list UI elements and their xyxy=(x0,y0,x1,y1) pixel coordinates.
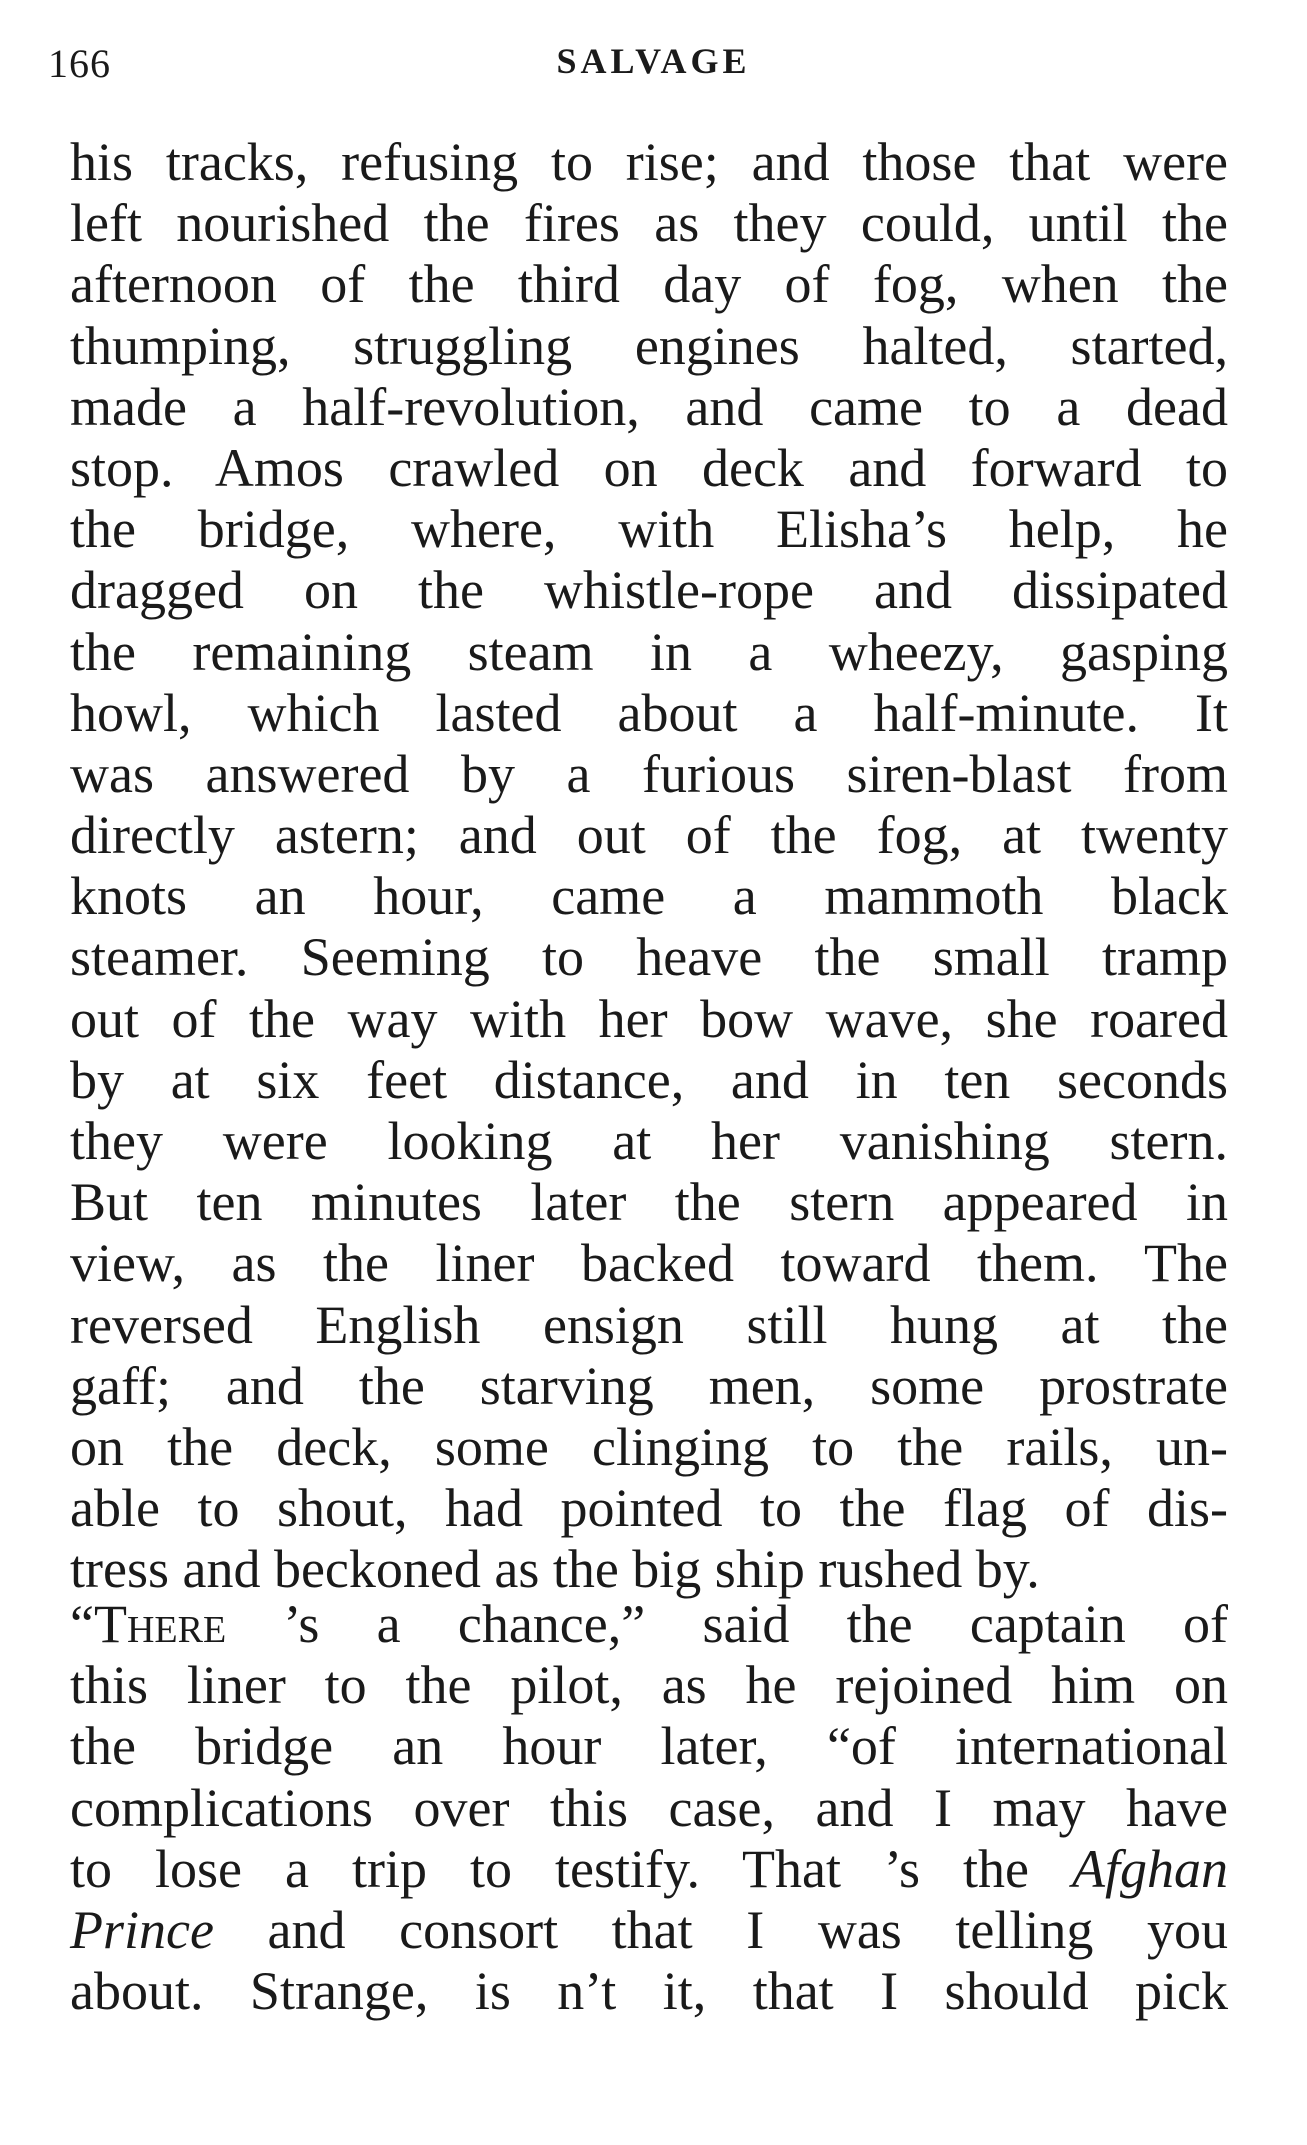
page-header xyxy=(0,26,1307,86)
text-line: howl, which lasted about a half-minute. It xyxy=(70,682,1228,743)
text-line xyxy=(70,1900,1228,1961)
text-fragment: ’s a chance,” said the captain of xyxy=(226,1594,1228,1654)
text-line: able to shout, had pointed to the flag of dis- xyxy=(70,1478,1228,1539)
text-line: knots an hour, came a mammoth black xyxy=(70,866,1228,927)
text-line: made a half-revolution, and came to a dead xyxy=(70,376,1228,437)
text-line: view, as the liner backed toward them. The xyxy=(70,1233,1228,1294)
text-line: stop. Amos crawled on deck and forward to xyxy=(70,437,1228,498)
text-line: dragged on the whistle-rope and dissipated xyxy=(70,560,1228,621)
text-line: gaff; and the starving men, some prostrate xyxy=(70,1355,1228,1416)
running-head: SALVAGE xyxy=(556,41,751,81)
page-number: 166 xyxy=(48,41,111,86)
text-line: tress and beckoned as the big ship rushed by. xyxy=(70,1539,1040,1600)
italic-ship-name: Prince xyxy=(70,1899,214,1960)
text-line: out of the way with her bow wave, she roared xyxy=(70,988,1228,1049)
text-line: they were looking at her vanishing stern. xyxy=(70,1111,1228,1171)
text-line: by at six feet distance, and in ten seconds xyxy=(70,1049,1228,1110)
text-line: was answered by a furious siren-blast from xyxy=(70,743,1228,804)
text-fragment: to lose a trip to testify. That ’s the xyxy=(70,1838,1072,1899)
text-line: But ten minutes later the stern appeared in xyxy=(70,1172,1228,1233)
small-caps-word: There xyxy=(93,1594,227,1654)
text-line: the bridge an hour later, “of international xyxy=(70,1716,1228,1777)
italic-ship-name: Afghan xyxy=(1072,1838,1228,1899)
text-line: reversed English ensign still hung at the xyxy=(70,1294,1228,1355)
text-line: this liner to the pilot, as he rejoined him on xyxy=(70,1655,1228,1716)
text-line: steamer. Seeming to heave the small tramp xyxy=(70,927,1228,988)
open-quote: “ xyxy=(70,1594,94,1654)
text-line: on the deck, some clinging to the rails, un- xyxy=(70,1416,1228,1477)
text-line: his tracks, refusing to rise; and those that were xyxy=(70,132,1228,192)
paragraph-2 xyxy=(70,1594,1228,2022)
text-line xyxy=(70,1594,1228,1655)
text-line: about. Strange, is n’t it, that I should pick xyxy=(70,1961,1228,2022)
text-line: the bridge, where, with Elisha’s help, he xyxy=(70,499,1228,560)
text-line xyxy=(70,1839,1228,1900)
text-line: the remaining steam in a wheezy, gasping xyxy=(70,621,1228,682)
text-line: thumping, struggling engines halted, started, xyxy=(70,315,1228,376)
paragraph-1 xyxy=(70,132,1228,1601)
text-line: complications over this case, and I may have xyxy=(70,1777,1228,1838)
text-line: left nourished the fires as they could, until the xyxy=(70,193,1228,254)
text-line: directly astern; and out of the fog, at twenty xyxy=(70,805,1228,866)
text-line: afternoon of the third day of fog, when the xyxy=(70,254,1228,315)
text-fragment: and consort that I was telling you xyxy=(213,1899,1228,1960)
